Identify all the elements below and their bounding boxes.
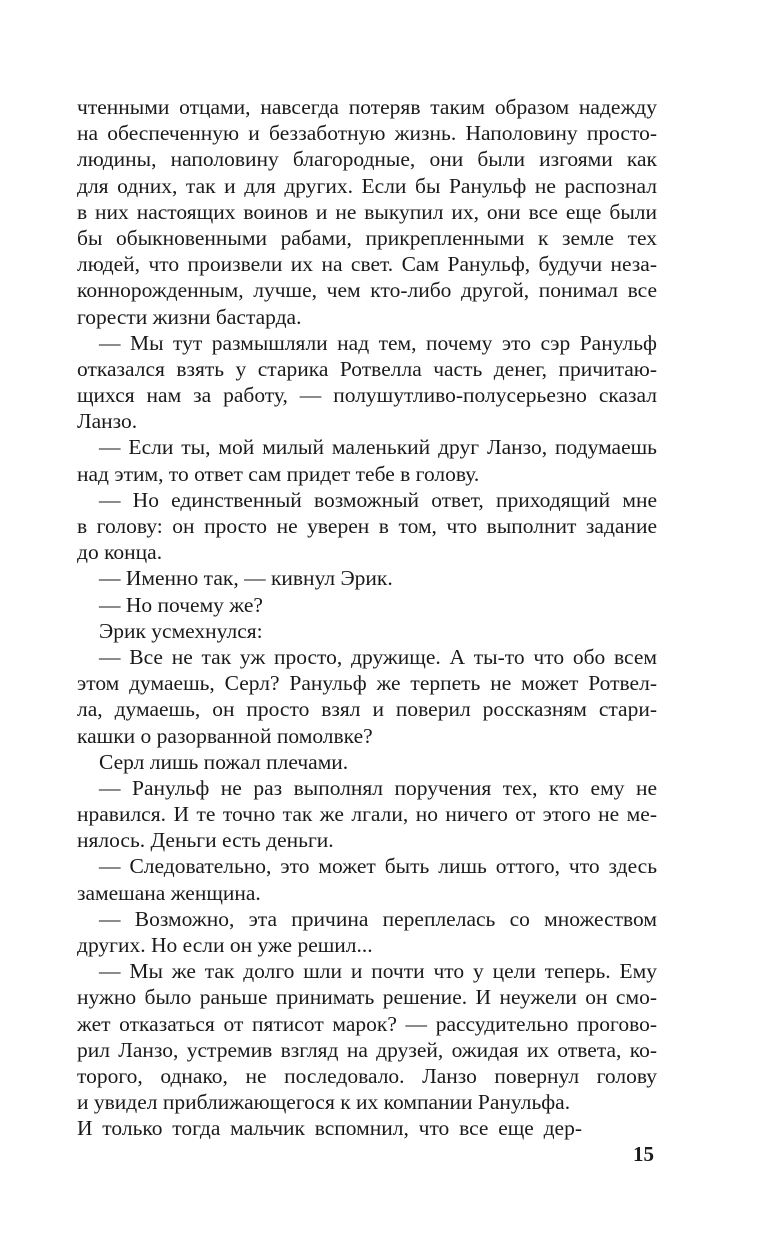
text-line: — Все не так уж просто, дружище. А ты-то что обо всем <box>99 644 657 669</box>
text-line: отказался взять у старика Ротвелла часть денег, причитаю- <box>77 356 657 381</box>
text-line: бы обыкновенными рабами, прикрепленными к земле тех <box>77 225 657 250</box>
text-line: щихся нам за работу, — полушутливо-полусерьезно сказал <box>77 383 657 408</box>
text-line: жет отказаться от пятисот марок? — рассудительно прогово- <box>77 1011 657 1036</box>
text-line: — Но единственный возможный ответ, приходящий мне <box>99 487 657 512</box>
text-line: до конца. <box>77 540 163 565</box>
text-line: людины, наполовину благородные, они были изгоями как <box>77 147 657 172</box>
text-line: в них настоящих воинов и не выкупил их, они все еще были <box>77 199 657 224</box>
text-line: нравился. И те точно так же лгали, но ничего от этого не ме- <box>77 802 657 827</box>
text-line: торого, однако, не последовало. Ланзо повернул голову <box>77 1063 657 1088</box>
text-line: — Мы же так долго шли и почти что у цели теперь. Ему <box>99 959 657 984</box>
text-line: нужно было раньше принимать решение. И неужели он смо- <box>77 985 657 1010</box>
text-line: в голову: он просто не уверен в том, что выполнит задание <box>77 514 657 538</box>
text-line: чтенными отцами, навсегда потеряв таким образом надежду <box>77 95 657 119</box>
text-line: ла, думаешь, он просто взял и поверил россказням стари- <box>77 697 657 722</box>
text-line: для одних, так и для других. Если бы Ранульф не распознал <box>77 173 657 198</box>
text-line: людей, что произвели их на свет. Сам Ранульф, будучи неза- <box>77 252 657 277</box>
page-number: 15 <box>633 1142 654 1166</box>
text-line: — Следовательно, это может быть лишь оттого, что здесь <box>99 854 657 879</box>
text-line: на обеспеченную и беззаботную жизнь. Наполовину просто- <box>77 121 657 146</box>
text-line: — Но почему же? <box>99 592 263 617</box>
text-line: коннорожденным, лучше, чем кто-либо другой, понимал все <box>77 278 657 303</box>
text-line: Эрик усмехнулся: <box>99 618 263 643</box>
body-text <box>77 94 657 1142</box>
text-line: других. Но если он уже решил... <box>77 933 373 957</box>
text-line: кашки о разорванной помолвке? <box>77 723 373 748</box>
text-line: Серл лишь пожал плечами. <box>99 749 349 774</box>
text-line: нялось. Деньги есть деньги. <box>77 828 334 853</box>
text-line: — Если ты, мой милый маленький друг Ланзо, подумаешь <box>99 435 657 460</box>
text-line: — Именно так, — кивнул Эрик. <box>99 566 393 591</box>
text-line: — Мы тут размышляли над тем, почему это сэр Ранульф <box>99 330 657 355</box>
text-line: горести жизни бастарда. <box>77 304 302 329</box>
text-line: этом думаешь, Серл? Ранульф же терпеть не может Ротвел- <box>77 671 657 696</box>
text-line: И только тогда мальчик вспомнил, что все еще дер- <box>77 1116 582 1141</box>
text-line: — Возможно, эта причина переплелась со множеством <box>99 906 657 931</box>
text-line: замешана женщина. <box>77 880 261 905</box>
text-line: рил Ланзо, устремив взгляд на друзей, ожидая их ответа, ко- <box>77 1037 657 1062</box>
text-line: Ланзо. <box>77 409 138 434</box>
text-line: над этим, то ответ сам придет тебе в голову. <box>77 461 480 486</box>
text-line: и увидел приближающегося к их компании Ранульфа. <box>77 1090 571 1115</box>
text-line: — Ранульф не раз выполнял поручения тех, кто ему не <box>99 775 657 800</box>
